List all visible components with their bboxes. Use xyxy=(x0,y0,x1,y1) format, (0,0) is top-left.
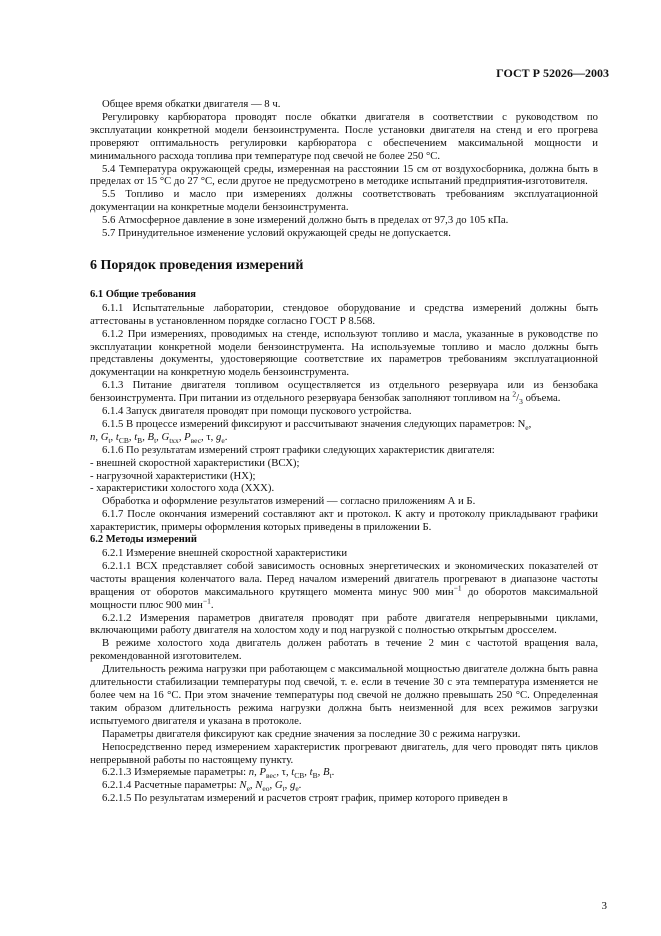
paragraph: 5.5 Топливо и масло при измерениях должны соответствовать требованиям эксплуатационной документации на конкретные модели бензоинструмента. xyxy=(90,188,598,214)
paragraph: 6.2.1.2 Измерения параметров двигателя проводят при работе двигателя непрерывными циклами, включающими работу двигателя на холостом ходу и под нагрузкой с полностью открытым дросселем. xyxy=(90,611,598,637)
subsection-heading: 6.2 Методы измерений xyxy=(90,534,197,546)
paragraph: Обработка и оформление результатов измерений — согласно приложениям А и Б. xyxy=(102,495,476,508)
paragraph: 6.2.1.4 Расчетные параметры: $N_e$, $N_{eo}$, $G_t$, $g_e$. xyxy=(102,779,302,794)
list-item: - внешней скоростной характеристики (ВСХ); xyxy=(90,456,300,469)
paragraph-text: 6.1.3 Питание двигателя топливом осуществляется из отдельного резервуара или из бензобака бензоинструмента. При питании из отдельного резервуара бензобак заполняют топливом на xyxy=(90,379,598,405)
paragraph: 6.1.5 В процессе измерений фиксируют и рассчитывают значения следующих параметров: $N_e$, n, $G_t$, $t_{СВ}$, $t_В$, $B_t$, $G_{txx}$, $P_{вес}$, τ, $g_e$. xyxy=(90,417,532,445)
paragraph: Параметры двигателя фиксируют как средние значения за последние 30 с режима нагрузки. xyxy=(102,727,521,740)
paragraph-text: 6.2.1.3 Измеряемые параметры: xyxy=(102,766,249,779)
paragraph: 6.2.1.3 Измеряемые параметры: n, $P_{вес}$, τ, $t_{СВ}$, $t_В$, $B_t$. xyxy=(102,766,335,781)
paragraph: Непосредственно перед измерением характеристик прогревают двигатель, для чего проводят пять циклов непрерывной работы по настоящему пункту. xyxy=(90,740,598,766)
paragraph-text: 6.2.1.4 Расчетные параметры: xyxy=(102,779,240,792)
section-heading: 6 Порядок проведения измерений xyxy=(90,257,304,273)
paragraph: 5.7 Принудительное изменение условий окружающей среды не допускается. xyxy=(102,227,451,240)
paragraph: В режиме холостого хода двигатель должен работать в течение 2 мин с частотой вращения вала, рекомендованной изготовителем. xyxy=(90,637,598,663)
document-body xyxy=(90,98,598,805)
paragraph: 6.2.1.5 По результатам измерений и расчетов строят график, пример которого приведен в xyxy=(102,792,508,805)
paragraph-text: до оборотов максимальной мощности плюс 900 мин xyxy=(90,585,598,611)
paragraph: 6.1.4 Запуск двигателя проводят при помощи пускового устройства. xyxy=(102,405,412,418)
paragraph: 6.1.7 После окончания измерений составляют акт и протокол. К акту и протоколу прикладывают графики характеристик, примеры оформления которых приведены в приложении Б. xyxy=(90,508,598,534)
document-header: ГОСТ Р 52026—2003 xyxy=(496,66,609,80)
fraction-numerator: 2 xyxy=(512,389,517,399)
page-number: 3 xyxy=(601,900,607,912)
paragraph: 6.1.1 Испытательные лаборатории, стендовое оборудование и средства измерений должны быть аттестованы в установленном порядке согласно ГОСТ Р 8.568. xyxy=(90,301,598,327)
paragraph-text: 6.2.1.1 ВСХ представляет собой зависимость основных энергетических и экономических показателей от частоты вращения коленчатого вала. Перед началом измерений двигатель прогревают в диапазоне частоты вращения от оборотов максимального крутящего момента минус 900 мин xyxy=(90,559,598,598)
paragraph: Общее время обкатки двигателя — 8 ч. xyxy=(102,98,281,110)
paragraph-text: 6.1.5 В процессе измерений фиксируют и рассчитывают значения следующих параметров: N xyxy=(102,417,526,430)
paragraph: 6.1.6 По результатам измерений строят графики следующих характеристик двигателя: xyxy=(102,443,495,456)
paragraph: 6.2.1 Измерение внешней скоростной характеристики xyxy=(102,547,348,559)
subsection-heading: 6.1 Общие требования xyxy=(90,288,196,300)
paragraph: 6.1.2 При измерениях, проводимых на стенде, используют топливо и масла, указанные в руководстве по эксплуатации конкретной модели бензоинструмента. На используемые топливо и масло должны быть представлены документы, удостоверяющие соответствие их параметров требованиям эксплуатационной документации на конкретную модель бензоинструмента. xyxy=(90,327,598,379)
paragraph: Регулировку карбюратора проводят после обкатки двигателя в соответствии с руководством по эксплуатации конкретной модели бензоинструмента. После установки двигателя на стенд и его прогрева проверяют оптимальность регулировки карбюратора с обеспечением максимальной мощности и минимального расхода топлива при температуре под свечой не более 250 °С. xyxy=(90,110,598,162)
paragraph: 5.6 Атмосферное давление в зоне измерений должно быть в пределах от 97,3 до 105 кПа. xyxy=(102,214,509,227)
paragraph: 6.2.1.1 ВСХ представляет собой зависимость основных энергетических и экономических показателей от частоты вращения коленчатого вала. Перед началом измерений двигатель прогревают в диапазоне частоты вращения от оборотов максимального крутящего момента минус 900 мин$^{-1}$ до оборотов максимальной мощности плюс 900 мин$^{-1}$. xyxy=(90,559,598,611)
fraction-denominator: 3 xyxy=(519,397,523,407)
paragraph: 6.1.3 Питание двигателя топливом осуществляется из отдельного резервуара или из бензобака бензоинструмента. При питании из отдельного резервуара бензобак заполняют топливом на $^2/_3$ объема. xyxy=(90,379,598,407)
paragraph: 5.4 Температура окружающей среды, измеренная на расстоянии 15 см от воздухосборника, должна быть в пределах от 15 °С до 27 °С, если другое не предусмотрено в методике испытаний предприятия-изготовителя. xyxy=(90,162,598,188)
list-item: - характеристики холостого хода (ХХХ). xyxy=(90,482,275,495)
list-item: - нагрузочной характеристики (НХ); xyxy=(90,469,256,482)
paragraph: Длительность режима нагрузки при работающем с максимальной мощностью двигателе должна быть равна длительности стабилизации температуры под свечой, т. е. если в течение 30 с эта температура изменяется не более чем на 16 °С. При этом значение температуры под свечой не должно превышать 250 °С. Определенная таким образом длительность режима нагрузки должна быть неизменной для всех режимов загрузки испытуемого двигателя и указана в протоколе. xyxy=(90,663,598,727)
paragraph-text: объема. xyxy=(522,392,561,405)
